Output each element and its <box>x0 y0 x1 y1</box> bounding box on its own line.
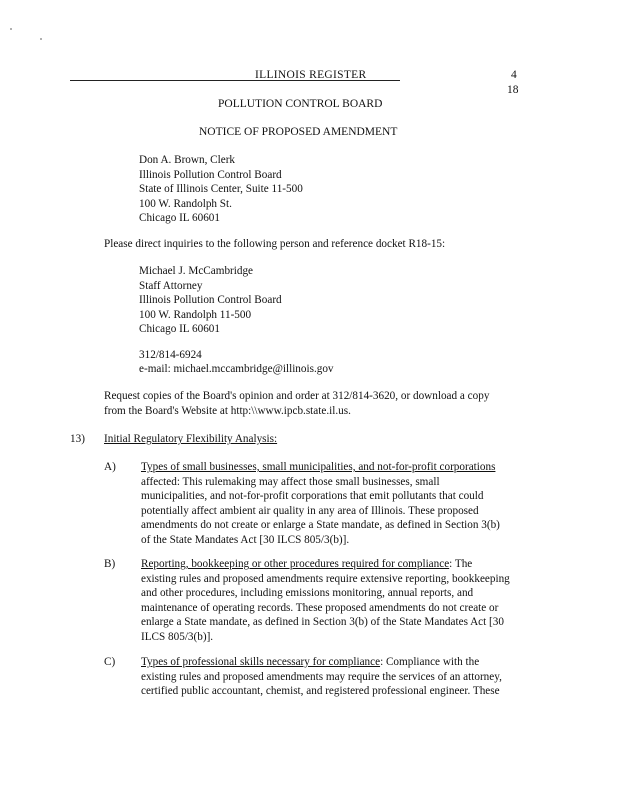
clerk-line: State of Illinois Center, Suite 11-500 <box>139 183 303 195</box>
item-b-line: enlarge a State mandate, as defined in Section 3(b) of the State Mandates Act [30 <box>141 616 504 628</box>
clerk-address <box>139 153 303 226</box>
scan-speck <box>40 38 42 40</box>
item-b-line: existing rules and proposed amendments require extensive reporting, bookkeeping <box>141 572 510 585</box>
item-b <box>141 557 510 644</box>
clerk-line: Illinois Pollution Control Board <box>139 168 282 181</box>
item-b-line: ILCS 805/3(b)]. <box>141 630 214 643</box>
docket-suffix: 18 <box>507 84 519 96</box>
item-c-line: certified public accountant, chemist, and registered professional engineer. These <box>141 685 500 697</box>
copies-line: from the Board's Website at http:\\www.ipcb.state.il.us. <box>104 404 351 417</box>
contact-line: 100 W. Randolph 11-500 <box>139 308 252 321</box>
item-c <box>141 655 502 699</box>
contact-line: Michael J. McCambridge <box>139 265 254 277</box>
item-c-heading: Types of professional skills necessary for compliance <box>141 656 381 668</box>
register-title: ILLINOIS REGISTER <box>255 69 367 81</box>
contact-email: e-mail: michael.mccambridge@illinois.gov <box>139 363 334 375</box>
section-title-text: Initial Regulatory Flexibility Analysis: <box>104 433 278 445</box>
clerk-line: Chicago IL 60601 <box>139 212 220 224</box>
agency-name: POLLUTION CONTROL BOARD <box>218 98 383 110</box>
item-b-heading-tail: : The <box>449 558 473 570</box>
clerk-line: 100 W. Randolph St. <box>139 197 232 210</box>
item-b-line: and other procedures, including emissions monitoring, annual reports, and <box>141 587 474 599</box>
item-a-heading: Types of small businesses, small municipalities, and not-for-profit corporations <box>141 461 496 473</box>
item-label-c: C) <box>104 656 116 668</box>
inquiries-text: Please direct inquiries to the following person and reference docket R18-15: <box>104 238 446 250</box>
item-c-heading-tail: : Compliance with the <box>380 656 480 668</box>
copies-request <box>104 389 489 418</box>
contact-line: Illinois Pollution Control Board <box>139 294 282 306</box>
item-label-a: A) <box>104 461 116 473</box>
page-number: 4 <box>511 69 517 81</box>
section-title <box>104 432 277 447</box>
contact-line: Chicago IL 60601 <box>139 323 220 335</box>
notice-title: NOTICE OF PROPOSED AMENDMENT <box>199 126 398 138</box>
contact-phone: 312/814-6924 <box>139 349 202 361</box>
item-a-line: amendments do not create or enlarge a State mandate, as defined in Section 3(b) <box>141 519 500 531</box>
item-b-heading: Reporting, bookkeeping or other procedures required for compliance <box>141 558 450 570</box>
item-b-line: maintenance of operating records. These proposed amendments do not create or <box>141 601 499 614</box>
item-a-line: potentially affect ambient air quality in any area of Illinois. These proposed <box>141 504 479 517</box>
contact-line: Staff Attorney <box>139 279 203 292</box>
contact-address <box>139 264 282 337</box>
item-c-line: existing rules and proposed amendments may require the services of an attorney, <box>141 670 502 683</box>
scan-speck <box>10 28 12 30</box>
clerk-line: Don A. Brown, Clerk <box>139 154 236 166</box>
item-label-b: B) <box>104 558 116 570</box>
item-a-line: municipalities, and not-for-profit corporations that emit pollutants that could <box>141 490 484 502</box>
item-a-line: affected: This rulemaking may affect those small businesses, small <box>141 475 440 488</box>
item-a <box>141 460 500 547</box>
item-a-line: of the State Mandates Act [30 ILCS 805/3(b)]. <box>141 533 350 546</box>
copies-line: Request copies of the Board's opinion and order at 312/814-3620, or download a copy <box>104 390 490 402</box>
section-number: 13) <box>70 433 85 445</box>
